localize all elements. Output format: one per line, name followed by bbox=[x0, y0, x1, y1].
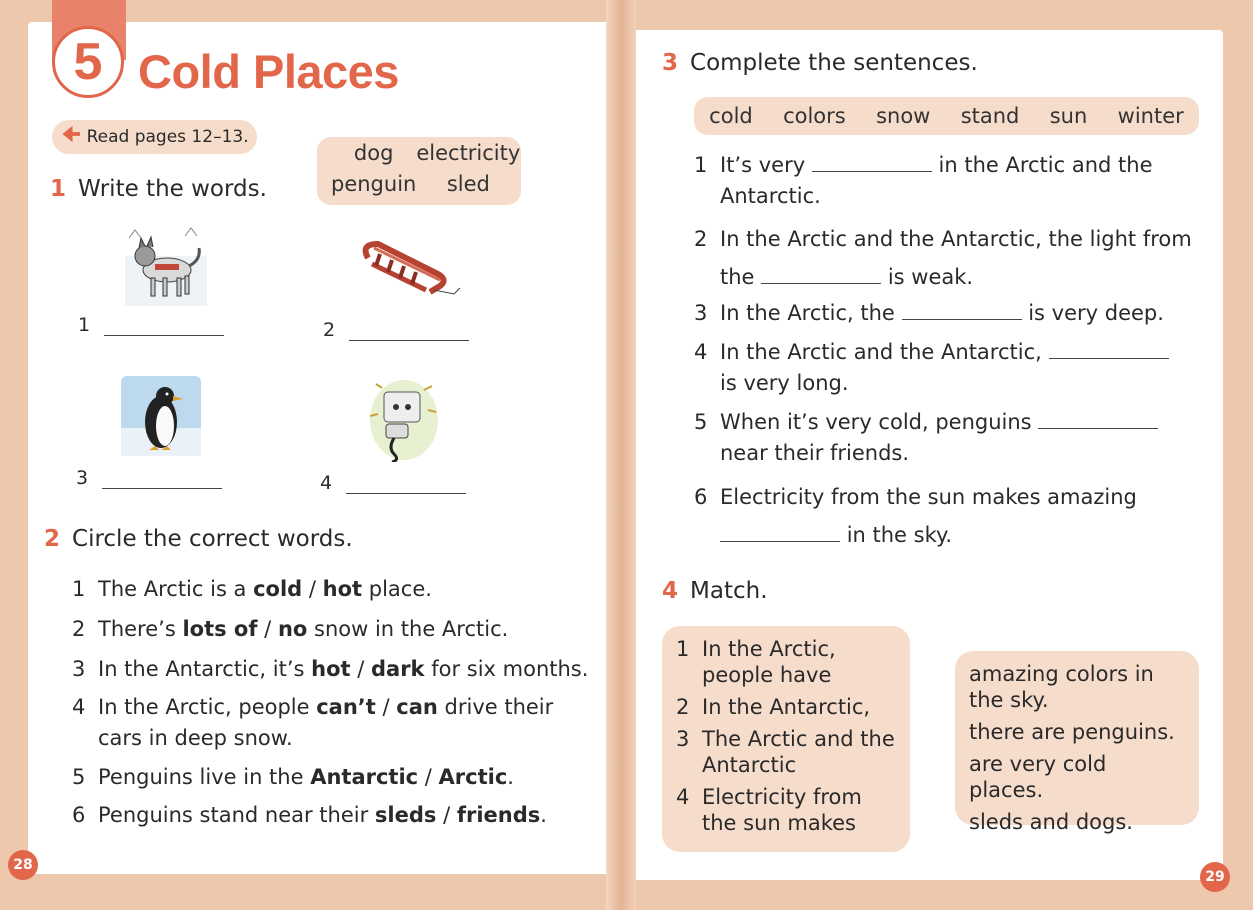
answer-blank[interactable] bbox=[1049, 339, 1169, 359]
item-text: In the Antarctic, bbox=[702, 695, 871, 719]
exercise-1-answer-3 bbox=[76, 467, 222, 489]
item-text: snow in the Arctic. bbox=[307, 617, 509, 641]
unit-number: 5 bbox=[73, 33, 103, 91]
answer-blank[interactable] bbox=[346, 476, 466, 494]
book-spine bbox=[606, 0, 636, 910]
item-text: In the Arctic, people have bbox=[702, 637, 836, 687]
option-separator: / bbox=[302, 577, 323, 601]
word-box-item: stand bbox=[960, 104, 1020, 128]
option-a[interactable]: can’t bbox=[316, 695, 376, 719]
exercise-2-item bbox=[72, 692, 553, 754]
word-box-item: sled bbox=[446, 172, 490, 196]
exercise-2-heading bbox=[44, 526, 353, 552]
unit-title: Cold Places bbox=[138, 45, 399, 98]
item-number: 4 bbox=[676, 785, 690, 809]
item-text: for six months. bbox=[424, 657, 589, 681]
read-pages-note bbox=[52, 120, 257, 154]
exercise-1-answer-4 bbox=[320, 472, 466, 494]
item-text-continued: Antarctic. bbox=[720, 184, 821, 208]
option-b[interactable]: Arctic bbox=[438, 765, 508, 789]
electricity-plug-picture bbox=[368, 380, 440, 462]
answer-label: 3 bbox=[76, 467, 89, 489]
word-box-item: winter bbox=[1117, 104, 1184, 128]
option-separator: / bbox=[350, 657, 371, 681]
match-right-item[interactable]: sleds and dogs. bbox=[969, 810, 1133, 834]
match-right-column bbox=[955, 651, 1199, 834]
word-box-item: electricity bbox=[416, 141, 521, 165]
item-number: 2 bbox=[676, 695, 690, 719]
exercise-3-item bbox=[694, 298, 1164, 329]
exercise-2-number: 2 bbox=[44, 526, 61, 552]
exercise-3-instruction: Complete the sentences. bbox=[690, 50, 978, 76]
item-text: The Arctic is a bbox=[98, 577, 254, 601]
item-text: in the Arctic and the bbox=[938, 153, 1153, 177]
exercise-3-item bbox=[694, 150, 1153, 212]
item-text: drive their bbox=[437, 695, 554, 719]
item-number: 4 bbox=[72, 695, 86, 719]
word-box-item: colors bbox=[783, 104, 846, 128]
exercise-1-answer-1 bbox=[78, 314, 224, 336]
item-number: 1 bbox=[694, 153, 708, 177]
match-right-item[interactable]: amazing colors in the sky. bbox=[969, 662, 1154, 712]
item-number: 3 bbox=[72, 657, 86, 681]
exercise-3-item bbox=[694, 478, 1137, 554]
item-text: It’s very bbox=[720, 153, 806, 177]
match-right-item[interactable]: are very cold places. bbox=[969, 752, 1107, 802]
item-text: . bbox=[507, 765, 514, 789]
exercise-2-item bbox=[72, 800, 547, 831]
item-text: is weak. bbox=[887, 265, 974, 289]
answer-blank[interactable] bbox=[349, 323, 469, 341]
penguin-picture bbox=[121, 376, 201, 456]
item-text: In the Arctic, people bbox=[98, 695, 317, 719]
item-number: 1 bbox=[72, 577, 86, 601]
option-b[interactable]: dark bbox=[371, 657, 425, 681]
exercise-4-heading bbox=[662, 578, 768, 604]
item-number: 6 bbox=[694, 485, 708, 509]
exercise-3-item bbox=[694, 220, 1192, 296]
item-number: 3 bbox=[694, 301, 708, 325]
match-left-item[interactable] bbox=[676, 636, 896, 688]
item-number: 3 bbox=[676, 727, 690, 751]
word-box-item: sun bbox=[1049, 104, 1088, 128]
exercise-3-item bbox=[694, 407, 1158, 469]
match-left-item[interactable] bbox=[676, 726, 896, 778]
option-a[interactable]: lots of bbox=[182, 617, 258, 641]
option-separator: / bbox=[436, 803, 457, 827]
answer-label: 2 bbox=[323, 319, 336, 341]
dog-picture bbox=[125, 226, 207, 306]
item-text: Penguins stand near their bbox=[98, 803, 375, 827]
item-number: 2 bbox=[72, 617, 86, 641]
exercise-2-item bbox=[72, 614, 508, 645]
item-text-continued: cars in deep snow. bbox=[98, 726, 293, 750]
arrow-left-icon: 🠈 bbox=[62, 122, 81, 146]
answer-label: 1 bbox=[78, 314, 91, 336]
match-left-item[interactable] bbox=[676, 784, 896, 836]
exercise-2-item bbox=[72, 574, 432, 605]
exercise-3-number: 3 bbox=[662, 50, 679, 76]
exercise-4-number: 4 bbox=[662, 578, 679, 604]
item-text: in the sky. bbox=[846, 523, 953, 547]
exercise-1-word-box bbox=[317, 137, 521, 205]
sled-picture bbox=[358, 238, 462, 304]
item-number: 6 bbox=[72, 803, 86, 827]
word-box-item: dog bbox=[353, 141, 394, 165]
match-left-item[interactable] bbox=[676, 694, 896, 720]
answer-blank[interactable] bbox=[1038, 409, 1158, 429]
exercise-1-heading bbox=[50, 176, 267, 202]
item-text: Electricity from the sun makes bbox=[702, 785, 862, 835]
word-box-item: snow bbox=[876, 104, 931, 128]
item-text: In the Antarctic, it’s bbox=[98, 657, 312, 681]
exercise-1-number: 1 bbox=[50, 176, 67, 202]
exercise-3-item bbox=[694, 337, 1169, 399]
exercise-2-instruction: Circle the correct words. bbox=[72, 526, 353, 552]
item-text: In the Arctic and the Antarctic, bbox=[720, 340, 1042, 364]
option-separator: / bbox=[418, 765, 439, 789]
option-b[interactable]: hot bbox=[322, 577, 363, 601]
item-text: is very deep. bbox=[1028, 301, 1164, 325]
answer-blank[interactable] bbox=[761, 264, 881, 284]
option-b[interactable]: no bbox=[277, 617, 308, 641]
item-text: The Arctic and the Antarctic bbox=[702, 727, 895, 777]
unit-number-badge bbox=[52, 26, 124, 98]
page-number-right: 29 bbox=[1200, 862, 1230, 892]
read-note-text: Read pages 12–13. bbox=[86, 127, 249, 147]
option-a[interactable]: hot bbox=[311, 657, 351, 681]
exercise-1-instruction: Write the words. bbox=[78, 176, 267, 202]
item-text: place. bbox=[362, 577, 432, 601]
option-separator: / bbox=[257, 617, 278, 641]
item-text: Electricity from the sun makes amazing bbox=[720, 485, 1137, 509]
item-text-continued: near their friends. bbox=[720, 441, 910, 465]
item-text-continued: is very long. bbox=[720, 371, 849, 395]
word-box-item: cold bbox=[709, 104, 753, 128]
option-b[interactable]: can bbox=[396, 695, 438, 719]
exercise-4-instruction: Match. bbox=[690, 578, 768, 604]
answer-blank[interactable] bbox=[104, 318, 224, 336]
page-number-left: 28 bbox=[8, 850, 38, 880]
answer-blank[interactable] bbox=[102, 471, 222, 489]
item-number: 5 bbox=[72, 765, 86, 789]
answer-label: 4 bbox=[320, 472, 333, 494]
item-text: In the Arctic and the Antarctic, the light from bbox=[720, 227, 1192, 251]
item-number: 5 bbox=[694, 410, 708, 434]
option-a[interactable]: sleds bbox=[374, 803, 437, 827]
item-text: . bbox=[540, 803, 547, 827]
item-text: the bbox=[720, 265, 755, 289]
item-number: 2 bbox=[694, 227, 708, 251]
option-a[interactable]: cold bbox=[253, 577, 303, 601]
exercise-2-item bbox=[72, 654, 588, 685]
item-text: Penguins live in the bbox=[98, 765, 311, 789]
answer-blank[interactable] bbox=[902, 300, 1022, 320]
item-text: In the Arctic, the bbox=[720, 301, 895, 325]
exercise-3-word-box bbox=[694, 97, 1199, 135]
item-text: When it’s very cold, penguins bbox=[720, 410, 1032, 434]
item-text: There’s bbox=[98, 617, 183, 641]
exercise-2-item bbox=[72, 762, 514, 793]
answer-blank[interactable] bbox=[720, 522, 840, 542]
option-a[interactable]: Antarctic bbox=[310, 765, 419, 789]
match-left-column bbox=[662, 626, 910, 852]
option-separator: / bbox=[375, 695, 397, 719]
item-number: 1 bbox=[676, 637, 690, 661]
word-box-item: penguin bbox=[331, 172, 417, 196]
exercise-1-answer-2 bbox=[323, 319, 469, 341]
option-b[interactable]: friends bbox=[456, 803, 541, 827]
exercise-3-heading bbox=[662, 50, 978, 76]
match-right-item[interactable]: there are penguins. bbox=[969, 720, 1175, 744]
item-number: 4 bbox=[694, 340, 708, 364]
answer-blank[interactable] bbox=[812, 152, 932, 172]
